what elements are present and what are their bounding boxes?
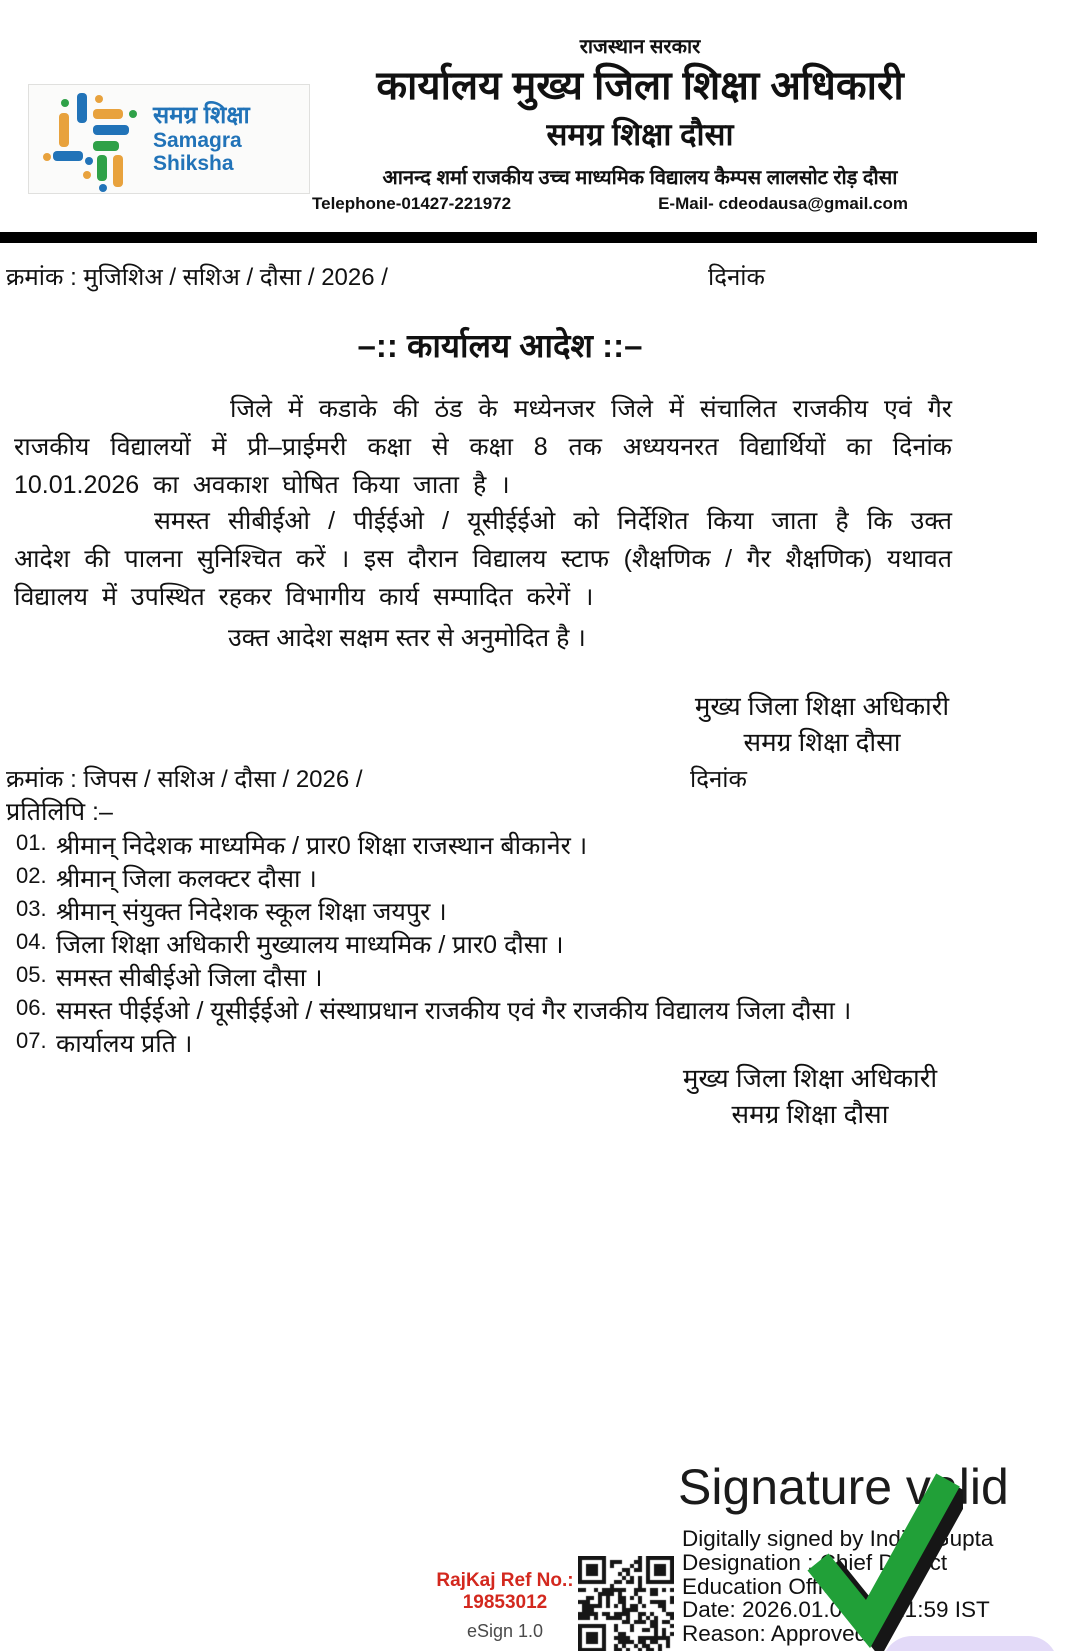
- office-name: कार्यालय मुख्य जिला शिक्षा अधिकारी: [376, 64, 904, 108]
- logo-text-english: Samagra Shiksha: [153, 129, 242, 176]
- letterhead: [300, 32, 980, 190]
- government-name: राजस्थान सरकार: [579, 36, 701, 58]
- date-label-1: दिनांक: [708, 264, 765, 291]
- list-item: 01. श्रीमान् निदेशक माध्यमिक / प्रार0 शिक्षा राजस्थान बीकानेर ।: [16, 830, 588, 860]
- list-item: 03. श्रीमान् संयुक्त निदेशक स्कूल शिक्षा जयपुर ।: [16, 896, 447, 926]
- signature-block-2: [660, 1060, 960, 1132]
- signature-block-1: [672, 688, 972, 760]
- green-checkmark-icon: [788, 1466, 963, 1651]
- ref-number-2: क्रमांक : जिपस / सशिअ / दौसा / 2026 /: [6, 766, 363, 793]
- office-address: आनन्द शर्मा राजकीय उच्च माध्यमिक विद्यालय कैम्पस लालसोट रोड़ दौसा: [382, 167, 898, 189]
- copy-list: [16, 828, 976, 1059]
- body-paragraph-1: जिले में कडाके की ठंड के मध्येनजर जिले में संचालित राजकीय एवं गैर राजकीय विद्यालयों में प्री–प्राईमरी कक्षा से कक्षा 8 तक अध्ययनरत विद्यार्थियों का दिनांक 10.01.2026 का अवकाश घोषित किया जाता है ।: [14, 395, 952, 499]
- list-item: 04. जिला शिक्षा अधिकारी मुख्यालय माध्यमिक / प्रार0 दौसा ।: [16, 929, 564, 959]
- copy-to-label: प्रतिलिपि :–: [6, 798, 113, 826]
- signatory-title: मुख्य जिला शिक्षा अधिकारी: [682, 1063, 938, 1093]
- list-item: 05. समस्त सीबीईओ जिला दौसा ।: [16, 962, 323, 992]
- list-item: 07. कार्यालय प्रति ।: [16, 1028, 193, 1058]
- date-line: Date: 2026.01.09 16:21:59 IST: [682, 1597, 990, 1623]
- order-title: –:: कार्यालय आदेश ::–: [357, 327, 643, 364]
- samagra-shiksha-logo-icon: [39, 87, 143, 191]
- reason-line: Reason: Approved: [682, 1621, 868, 1647]
- date-label-2: दिनांक: [690, 766, 747, 793]
- samagra-shiksha-logo: [28, 84, 310, 194]
- esign-version: eSign 1.0: [466, 1621, 544, 1641]
- list-item: 02. श्रीमान् जिला कलक्टर दौसा ।: [16, 863, 317, 893]
- telephone: Telephone-01427-221972: [312, 194, 512, 213]
- department-name: समग्र शिक्षा दौसा: [546, 117, 734, 152]
- designation-line: Designation : Chief District: [682, 1549, 948, 1575]
- signatory-title: मुख्य जिला शिक्षा अधिकारी: [694, 691, 950, 721]
- header-divider: [0, 232, 1037, 243]
- email: E-Mail- cdeodausa@gmail.com: [658, 194, 908, 213]
- signed-by-line: Digitally signed by Indira Gupta: [682, 1526, 994, 1551]
- signatory-org: समग्र शिक्षा दौसा: [743, 727, 901, 757]
- ref-number-1: क्रमांक : मुजिशिअ / सशिअ / दौसा / 2026 /: [6, 264, 388, 291]
- body-paragraph-3: उक्त आदेश सक्षम स्तर से अनुमोदित है ।: [228, 624, 586, 652]
- signature-valid-status: Signature valid: [678, 1459, 1009, 1515]
- qr-code: [578, 1556, 674, 1651]
- list-item: 06. समस्त पीईईओ / यूसीईईओ / संस्थाप्रधान राजकीय एवं गैर राजकीय विद्यालय जिला दौसा ।: [16, 995, 852, 1025]
- logo-text-hindi: समग्र शिक्षा: [153, 101, 250, 129]
- signatory-org: समग्र शिक्षा दौसा: [731, 1099, 889, 1129]
- lavender-shape: [882, 1636, 1058, 1651]
- rajkaj-ref-block: [420, 1570, 590, 1642]
- contact-row: [312, 194, 908, 214]
- body-paragraph-2: समस्त सीबीईओ / पीईईओ / यूसीईईओ को निर्देशित किया जाता है कि उक्त आदेश की पालना सुनिश्चित करें । इस दौरान विद्यालय स्टाफ (शैक्षणिक / गैर शैक्षणिक) यथावत विद्यालय में उपस्थित रहकर विभागीय कार्य सम्पादित करेगें ।: [14, 507, 952, 611]
- designation-line-2: Education Officer: [682, 1573, 855, 1599]
- rajkaj-ref-number: 19853012: [462, 1592, 548, 1613]
- rajkaj-ref-label: RajKaj Ref No.:: [436, 1570, 574, 1591]
